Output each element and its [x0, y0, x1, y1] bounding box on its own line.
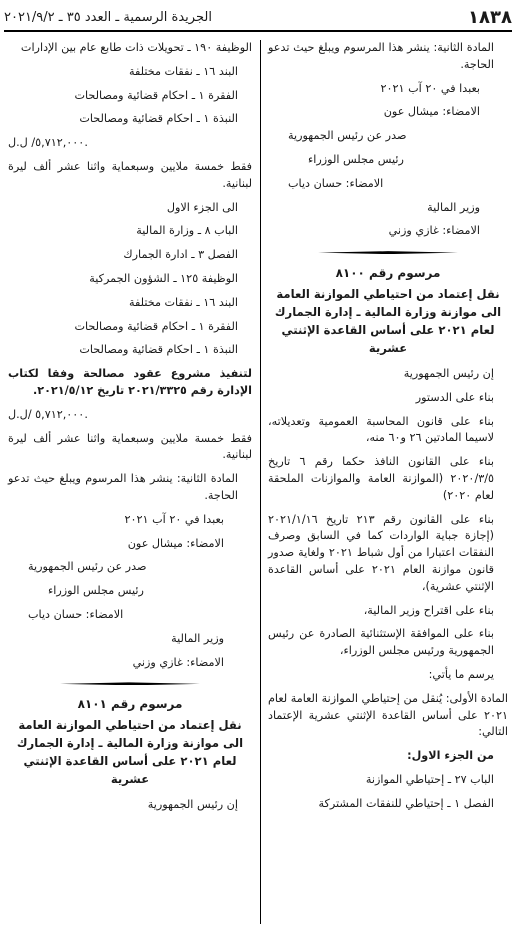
- preamble-line: بناء على اقتراح وزير المالية،: [363, 603, 494, 617]
- paragraph-line: الفقرة ١ ـ احكام قضائية ومصالحات: [74, 88, 238, 102]
- decree-title: مرسوم رقم ٨١٠١: [77, 697, 183, 712]
- amount-words: فقط خمسة ملايين وسبعماية واثنا عشر ألف ليرة لبنانية.: [8, 431, 252, 462]
- item-line: البند ١٦ ـ نفقات مختلفة: [128, 64, 238, 78]
- amount-words: فقط خمسة ملايين وسبعماية واثنا عشر ألف ليرة لبنانية.: [8, 159, 252, 190]
- pm-title: رئيس مجلس الوزراء: [48, 584, 144, 598]
- preamble-line: إن رئيس الجمهورية: [147, 798, 238, 812]
- pm-signature: الامضاء: حسان دياب: [288, 176, 384, 190]
- section-line: الفصل ١ ـ إحتياطي للنفقات المشتركة: [318, 796, 494, 810]
- subparagraph-line: النبذة ١ ـ احكام قضائية ومصالحات: [79, 112, 238, 126]
- function-line: الوظيفة ١٩٠ ـ تحويلات ذات طابع عام بين الإدارات: [20, 41, 252, 54]
- preamble-line: بناء على الدستور: [415, 390, 494, 404]
- article-1: المادة الأولى: يُنقل من إحتياطي الموازنة العامة لعام ٢٠٢١ على أساس القاعدة الإثنتي عشرية الإعتماد التالي:: [268, 691, 508, 739]
- issued-by: صدر عن رئيس الجمهورية: [288, 129, 407, 143]
- separator-ornament: [60, 679, 200, 687]
- finance-title: وزير المالية: [427, 200, 480, 214]
- president-signature: الامضاء: ميشال عون: [383, 105, 480, 119]
- place-date: بعبدا في ٢٠ آب ٢٠٢١: [124, 512, 224, 526]
- finance-title: وزير المالية: [171, 631, 224, 645]
- preamble-line: بناء على القانون رقم ٢١٣ تاريخ ٢٠٢١/١/١٦ (إجازة جباية الواردات كما في السابق وصرف النفقات اعتبارا من أول شباط ٢٠٢١ ولغاية صدور قانون موازنة العام ٢٠٢١ على أساس القاعدة الإثنتي عشرية)،: [268, 512, 494, 593]
- decree-subject: نقل إعتماد من احتياطي الموازنة العامة الى موازنة وزارة المالية ـ إدارة الجمارك لعام ٢٠٢١ على أساس القاعدة الإثنتي عشرية: [16, 718, 244, 787]
- section-line: الفصل ٣ ـ ادارة الجمارك: [123, 248, 238, 262]
- preamble-line: بناء على القانون النافذ حكما رقم ٦ تاريخ ٢٠٢٠/٣/٥ (الموازنة العامة والموازنات الملحقة لعام ٢٠٢٠): [268, 455, 494, 502]
- pm-signature: الامضاء: حسان دياب: [28, 607, 124, 621]
- from-part: من الجزء الاول:: [407, 749, 494, 763]
- function-line: الوظيفة ١٢٥ ـ الشؤون الجمركية: [89, 271, 238, 285]
- purpose: لتنفيذ مشروع عقود مصالحة وفقا لكتاب الإدارة رقم ٢٠٢١/٣٣٢٥ تاريخ ٢٠٢١/٥/١٢.: [8, 367, 252, 397]
- preamble-line: بناء على الموافقة الإستثنائية الصادرة عن رئيس الجمهورية ورئيس مجلس الوزراء،: [268, 627, 494, 658]
- page-header: [4, 6, 512, 32]
- separator-ornament: [318, 248, 458, 256]
- president-signature: الامضاء: ميشال عون: [127, 536, 224, 550]
- pm-title: رئيس مجلس الوزراء: [308, 152, 404, 166]
- preamble-line: إن رئيس الجمهورية: [403, 367, 494, 381]
- left-column: [8, 40, 252, 924]
- preamble-line: بناء على قانون المحاسبة العمومية وتعديلاته، لاسيما المادتين ٢٦ و٦٠ منه،: [268, 414, 494, 445]
- chapter-line: الباب ٢٧ ـ إحتياطي الموازنة: [365, 772, 494, 786]
- article-2: المادة الثانية: ينشر هذا المرسوم ويبلغ حيث تدعو الحاجة.: [268, 41, 494, 71]
- amount: ٥,٧١٢,٠٠٠ /ل.ل.: [8, 407, 88, 421]
- decree-subject: نقل إعتماد من احتياطي الموازنة العامة الى موازنة وزارة المالية ـ إدارة الجمارك لعام ٢٠٢١ على أساس القاعدة الإثنتي عشرية: [274, 287, 502, 356]
- item-line: البند ١٦ ـ نفقات مختلفة: [128, 295, 238, 309]
- place-date: بعبدا في ٢٠ آب ٢٠٢١: [380, 81, 480, 95]
- chapter-line: الباب ٨ ـ وزارة المالية: [136, 224, 238, 238]
- finance-signature: الامضاء: غازي وزني: [388, 224, 480, 238]
- to-part: الى الجزء الاول: [166, 200, 238, 214]
- page-number: ١٨٣٨: [468, 6, 512, 28]
- article-2: المادة الثانية: ينشر هذا المرسوم ويبلغ حيث تدعو الحاجة.: [8, 472, 238, 502]
- finance-signature: الامضاء: غازي وزني: [132, 655, 224, 669]
- paragraph-line: الفقرة ١ ـ احكام قضائية ومصالحات: [74, 319, 238, 333]
- issued-by: صدر عن رئيس الجمهورية: [28, 560, 147, 574]
- column-divider: [260, 40, 261, 924]
- subparagraph-line: النبذة ١ ـ احكام قضائية ومصالحات: [79, 343, 238, 357]
- gazette-title: الجريدة الرسمية ـ العدد ٣٥ ـ ٢٠٢١/٩/٢: [4, 9, 212, 25]
- decree-title: مرسوم رقم ٨١٠٠: [335, 266, 441, 281]
- amount: ٥,٧١٢,٠٠٠/ ل.ل.: [8, 136, 88, 150]
- right-column: [268, 40, 508, 924]
- preamble-line: يرسم ما يأتي:: [428, 668, 494, 681]
